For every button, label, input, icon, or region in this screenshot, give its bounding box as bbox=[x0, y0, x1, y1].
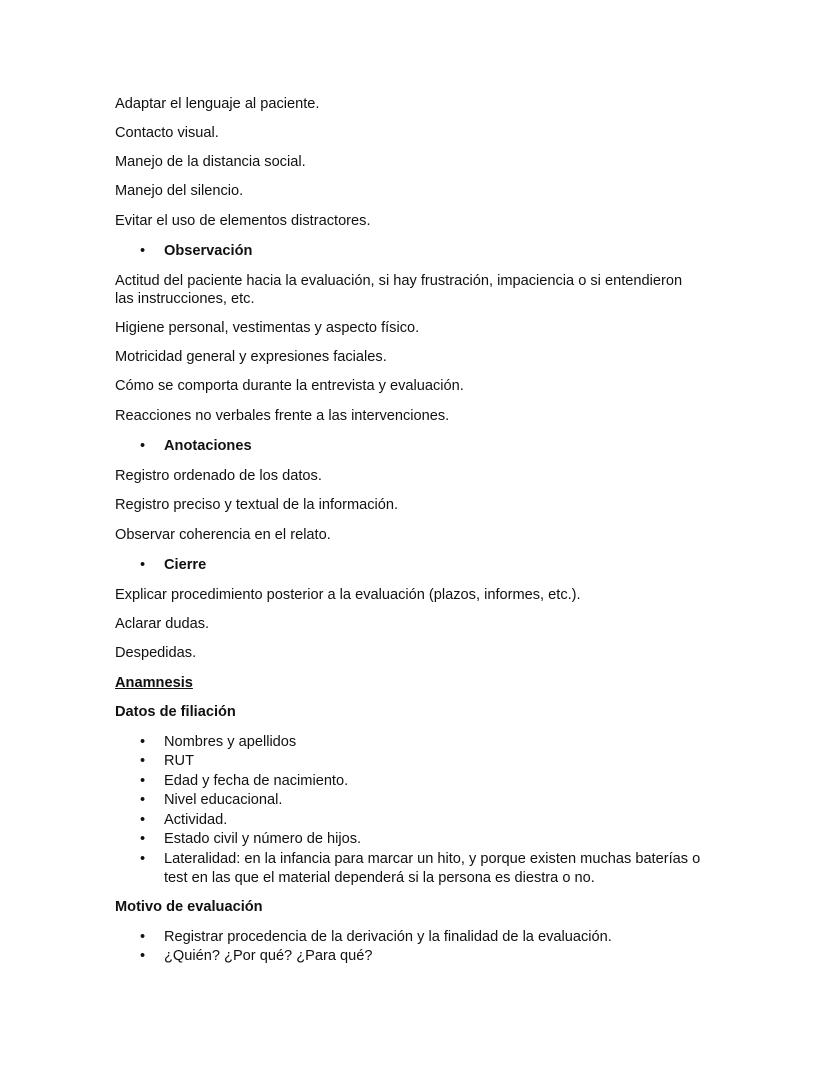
list-item: RUT bbox=[164, 753, 194, 769]
paragraph: Despedidas. bbox=[115, 645, 197, 661]
paragraph: Observar coherencia en el relato. bbox=[115, 527, 331, 543]
paragraph: Motricidad general y expresiones faciales. bbox=[115, 349, 387, 365]
bullet-icon: • bbox=[140, 773, 146, 789]
section-heading-anotaciones: Anotaciones bbox=[164, 438, 252, 454]
paragraph: las instrucciones, etc. bbox=[115, 291, 255, 307]
paragraph: Manejo de la distancia social. bbox=[115, 154, 306, 170]
bullet-icon: • bbox=[140, 243, 146, 259]
section-heading-observacion: Observación bbox=[164, 243, 253, 259]
bullet-icon: • bbox=[140, 929, 146, 945]
list-item: Edad y fecha de nacimiento. bbox=[164, 773, 349, 789]
paragraph: Adaptar el lenguaje al paciente. bbox=[115, 96, 320, 112]
list-item: Lateralidad: en la infancia para marcar un hito, y porque existen muchas baterías o bbox=[164, 851, 701, 867]
paragraph: Higiene personal, vestimentas y aspecto físico. bbox=[115, 320, 420, 336]
paragraph: Aclarar dudas. bbox=[115, 616, 210, 632]
bullet-icon: • bbox=[140, 753, 146, 769]
bullet-icon: • bbox=[140, 438, 146, 454]
paragraph: Evitar el uso de elementos distractores. bbox=[115, 213, 371, 229]
paragraph: Reacciones no verbales frente a las intervenciones. bbox=[115, 408, 450, 424]
list-item: Registrar procedencia de la derivación y la finalidad de la evaluación. bbox=[164, 929, 612, 945]
bullet-icon: • bbox=[140, 557, 146, 573]
section-title-anamnesis: Anamnesis bbox=[115, 675, 193, 691]
paragraph: Actitud del paciente hacia la evaluación, si hay frustración, impaciencia o si entendieron bbox=[115, 273, 683, 289]
subheading-motivo-evaluacion: Motivo de evaluación bbox=[115, 899, 263, 915]
bullet-icon: • bbox=[140, 851, 146, 867]
bullet-icon: • bbox=[140, 734, 146, 750]
paragraph: Manejo del silencio. bbox=[115, 183, 244, 199]
list-item: Nombres y apellidos bbox=[164, 734, 297, 750]
section-heading-cierre: Cierre bbox=[164, 557, 207, 573]
paragraph: Contacto visual. bbox=[115, 125, 219, 141]
list-item: Actividad. bbox=[164, 812, 228, 828]
paragraph: Cómo se comporta durante la entrevista y evaluación. bbox=[115, 378, 464, 394]
bullet-icon: • bbox=[140, 831, 146, 847]
bullet-icon: • bbox=[140, 812, 146, 828]
list-item: Nivel educacional. bbox=[164, 792, 283, 808]
paragraph: Registro ordenado de los datos. bbox=[115, 468, 322, 484]
bullet-icon: • bbox=[140, 948, 146, 964]
list-item: ¿Quién? ¿Por qué? ¿Para qué? bbox=[164, 948, 373, 964]
list-item: Estado civil y número de hijos. bbox=[164, 831, 362, 847]
list-item-continuation: test en las que el material dependerá si la persona es diestra o no. bbox=[164, 870, 595, 886]
paragraph: Explicar procedimiento posterior a la evaluación (plazos, informes, etc.). bbox=[115, 587, 581, 603]
subheading-datos-filiacion: Datos de filiación bbox=[115, 704, 236, 720]
bullet-icon: • bbox=[140, 792, 146, 808]
paragraph: Registro preciso y textual de la información. bbox=[115, 497, 399, 513]
